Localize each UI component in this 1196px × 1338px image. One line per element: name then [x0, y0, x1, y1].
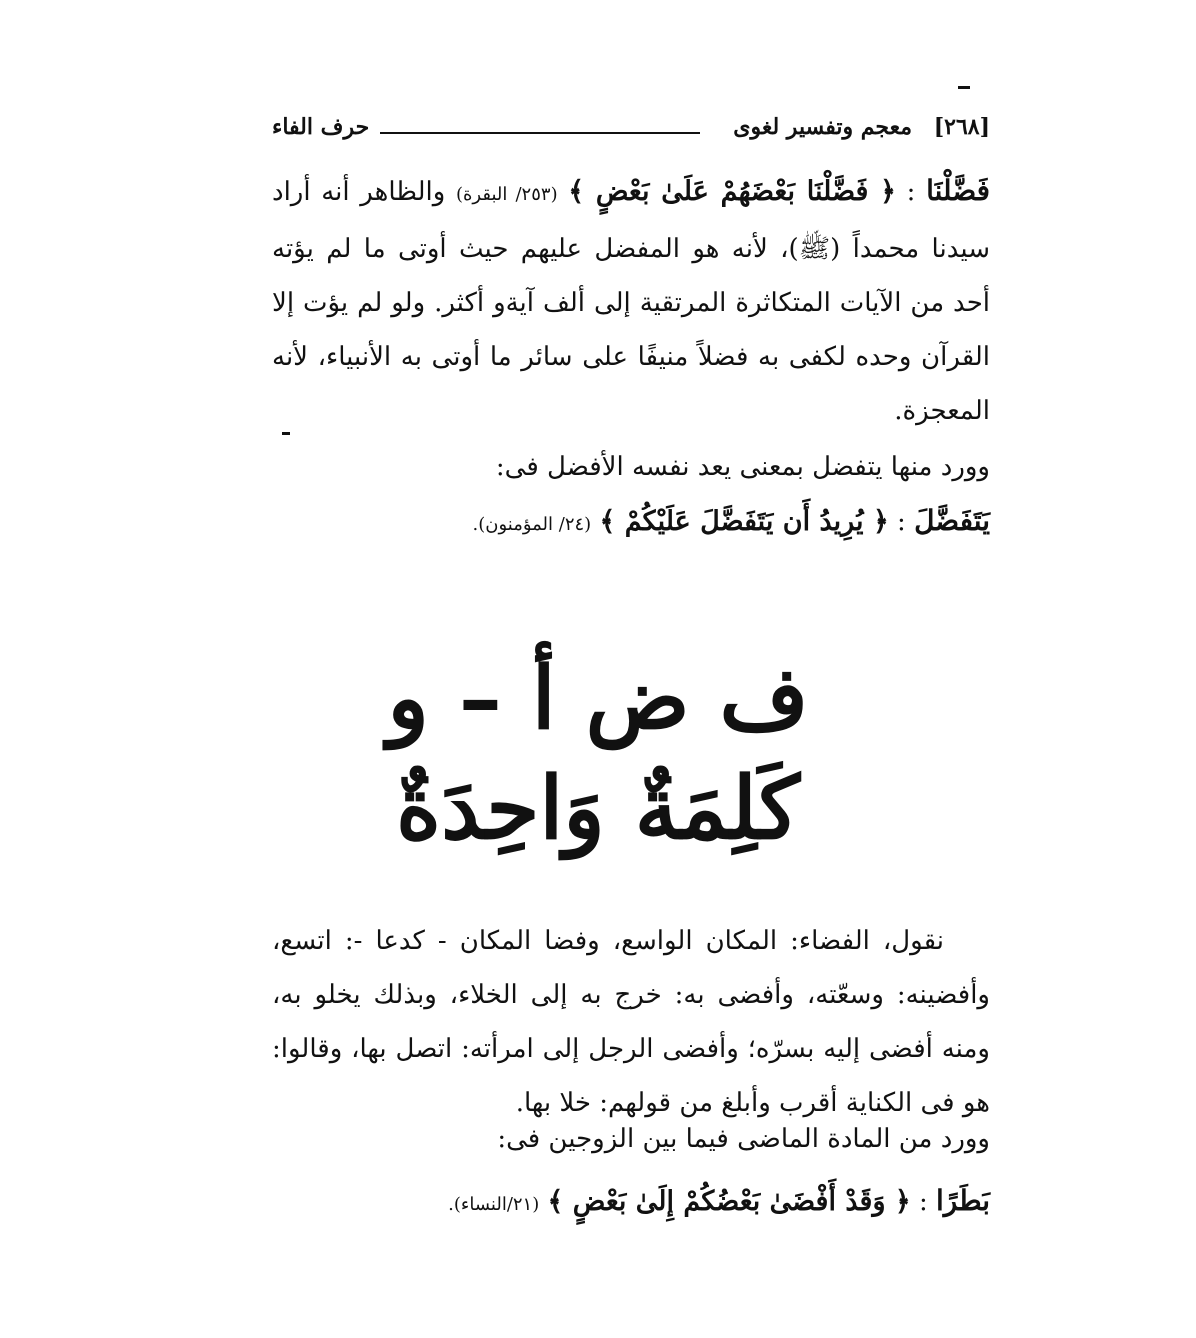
verse-reference: (٢١/النساء).	[448, 1194, 540, 1215]
entry-term: يَتَفَضَّلَ	[914, 504, 990, 537]
entry-batara: بَطَرًا : ﴿ وَقَدْ أَفْضَىٰ بَعْضُكُمْ إِلَىٰ بَعْضٍ ﴾ (٢١/النساء).	[448, 1184, 990, 1217]
entry-intro: وورد من المادة الماضى فيما بين الزوجين فى:	[497, 1124, 990, 1154]
section-title: حرف الفاء	[272, 114, 370, 140]
verse-reference: (٢٥٣/ البقرة)	[455, 184, 558, 205]
entry-fadalna: فَضَّلْنَا : ﴿ فَضَّلْنَا بَعْضَهُمْ عَلَىٰ بَعْضٍ ﴾ (٢٥٣/ البقرة) والظاهر أنه أراد سيدنا محمداً (ﷺ)، لأنه هو المفضل عليهم حيث أوتى ما لم يؤته أحد من الآيات المتكاثرة المرتقية إلى ألف آيةو أكثر. ولو لم يؤت إلا القرآن وحده لكفى به فضلاً منيفًا على سائر ما أوتى به الأنبياء، لأنه المعجزة.	[272, 174, 990, 426]
margin-mark	[282, 432, 290, 435]
entry-yatafaddal: يَتَفَضَّلَ : ﴿ يُرِيدُ أَن يَتَفَضَّلَ عَلَيْكُمْ ﴾ (٢٤/ المؤمنون).	[472, 504, 990, 537]
quran-verse: ﴿ وَقَدْ أَفْضَىٰ بَعْضُكُمْ إِلَىٰ بَعْضٍ ﴾	[547, 1186, 911, 1217]
quran-verse: ﴿ فَضَّلْنَا بَعْضَهُمْ عَلَىٰ بَعْضٍ ﴾	[568, 176, 896, 207]
entry-intro: وورد منها يتفضل بمعنى يعد نفسه الأفضل فى:	[495, 452, 990, 482]
entry-fada-paragraph: نقول، الفضاء: المكان الواسع، وفضا المكان - كدعا -: اتسع، وأفضينه: وسعّته، وأفضى به: خرج به إلى الخلاء، وبذلك يخلو به، ومنه أفضى إليه بسرّه؛ وأفضى الرجل إلى امرأته: اتصل بها، وقالوا: هو فى الكناية أقرب وأبلغ من قولهم: خلا بها.	[272, 926, 990, 1118]
commentary-lead: والظاهر أنه أراد	[272, 177, 446, 207]
quran-verse: ﴿ يُرِيدُ أَن يَتَفَضَّلَ عَلَيْكُمْ ﴾	[599, 506, 889, 537]
verse-reference: (٢٤/ المؤمنون).	[472, 514, 592, 535]
entry-term: فَضَّلْنَا	[926, 174, 990, 207]
page-header	[272, 108, 990, 148]
entry-term: بَطَرًا	[936, 1184, 990, 1217]
corner-mark	[958, 86, 970, 89]
header-rule	[380, 132, 700, 134]
page-number: [٢٦٨]	[933, 114, 990, 140]
root-subtitle: كَلِمَةٌ وَاحِدَةٌ	[396, 758, 800, 859]
commentary-text: سيدنا محمداً (ﷺ)، لأنه هو المفضل عليهم حيث أوتى ما لم يؤته أحد من الآيات المتكاثرة المرتقية إلى ألف آيةو أكثر. ولو لم يؤت إلا القرآن وحده لكفى به فضلاً منيفًا على سائر ما أوتى به الأنبياء، لأنه المعجزة.	[272, 234, 990, 426]
book-title: معجم وتفسير لغوى	[733, 114, 912, 140]
root-heading: ف ض أ – و	[387, 648, 809, 749]
